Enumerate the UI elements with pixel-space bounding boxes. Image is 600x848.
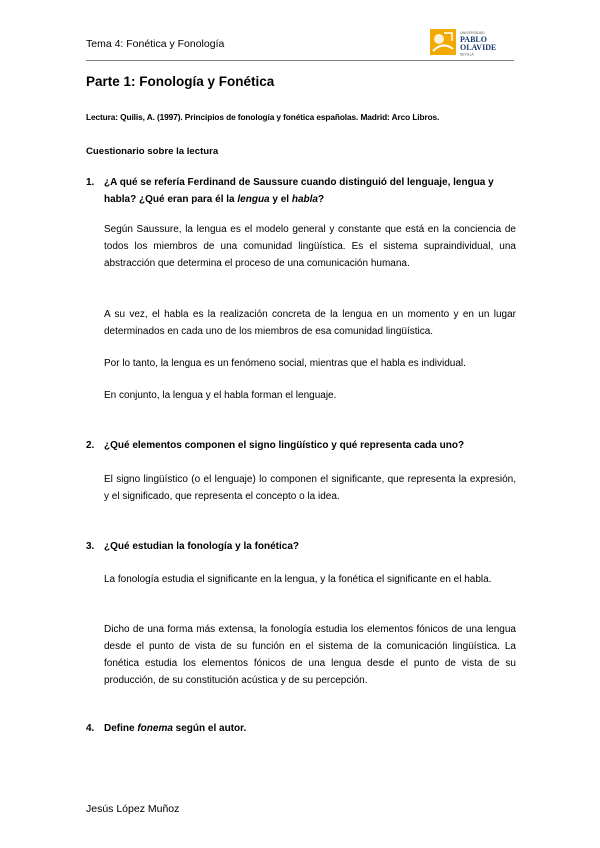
logo-emblem-icon	[430, 29, 456, 55]
logo-line2: OLAVIDE	[460, 43, 497, 52]
answer-3-paragraph-1: La fonología estudia el significante en la lengua, y la fonética el significante en el habla.	[104, 574, 492, 585]
question-number: 4.	[86, 723, 95, 734]
answer-1-paragraph-2: A su vez, el habla es la realización concreta de la lengua en un momento y en un lugar determinados en cada uno de los miembros de esa comunidad lingüística.	[104, 309, 516, 337]
question-number: 3.	[86, 541, 95, 552]
page-title: Parte 1: Fonología y Fonética	[86, 74, 275, 89]
question-text: Define fonema según el autor.	[104, 723, 247, 734]
header-title: Tema 4: Fonética y Fonología	[86, 38, 225, 50]
logo-line1: PABLO	[460, 35, 487, 44]
emphasis-habla: habla	[291, 194, 318, 205]
emphasis-lengua: lengua	[237, 194, 270, 205]
answer-2-paragraph-1: El signo lingüístico (o el lenguaje) lo componen el significante, que representa la expresión, y el significado, que representa el concepto o la idea.	[104, 474, 516, 502]
reading-reference: Lectura: Quilis, A. (1997). Principios de fonología y fonética españolas. Madrid: Arco Libros.	[86, 112, 440, 122]
footer-author: Jesús López Muñoz	[86, 803, 180, 815]
question-4	[86, 720, 516, 737]
question-1	[86, 174, 516, 208]
question-text: ¿A qué se refería Ferdinand de Saussure cuando distinguió del lenguaje, lengua y habla? ¿Qué eran para él la lengua y el habla?	[104, 177, 494, 205]
university-logo	[430, 27, 512, 57]
answer-1-paragraph-4: En conjunto, la lengua y el habla forman el lenguaje.	[104, 390, 337, 401]
question-text: ¿Qué estudian la fonología y la fonética?	[104, 541, 300, 552]
logo-sub-text: SEVILLA	[460, 52, 474, 57]
logo-top-text: UNIVERSIDAD	[460, 31, 485, 35]
answer-1-paragraph-1: Según Saussure, la lengua es el modelo general y constante que está en la conciencia de todos los miembros de una comunidad lingüística. Es el sistema supraindividual, una abstracción que determina el proceso de una comunicación humana.	[104, 224, 516, 269]
answer-1-paragraph-3: Por lo tanto, la lengua es un fenómeno social, mientras que el habla es individual.	[104, 358, 466, 369]
answer-3-paragraph-2: Dicho de una forma más extensa, la fonología estudia los elementos fónicos de una lengua desde el punto de vista de su función en el sistema de la comunicación lingüística. La fonética estudia los elementos fónicos de una lengua desde el punto de vista de su producción, de su constitución acústica y de su percepción.	[104, 624, 516, 686]
question-number: 1.	[86, 177, 95, 188]
question-number: 2.	[86, 440, 95, 451]
question-3	[86, 538, 516, 555]
question-text: ¿Qué elementos componen el signo lingüístico y qué representa cada uno?	[104, 440, 465, 451]
emphasis-fonema: fonema	[137, 723, 173, 734]
header-divider	[86, 60, 514, 61]
section-heading: Cuestionario sobre la lectura	[86, 146, 219, 157]
question-2	[86, 437, 516, 454]
